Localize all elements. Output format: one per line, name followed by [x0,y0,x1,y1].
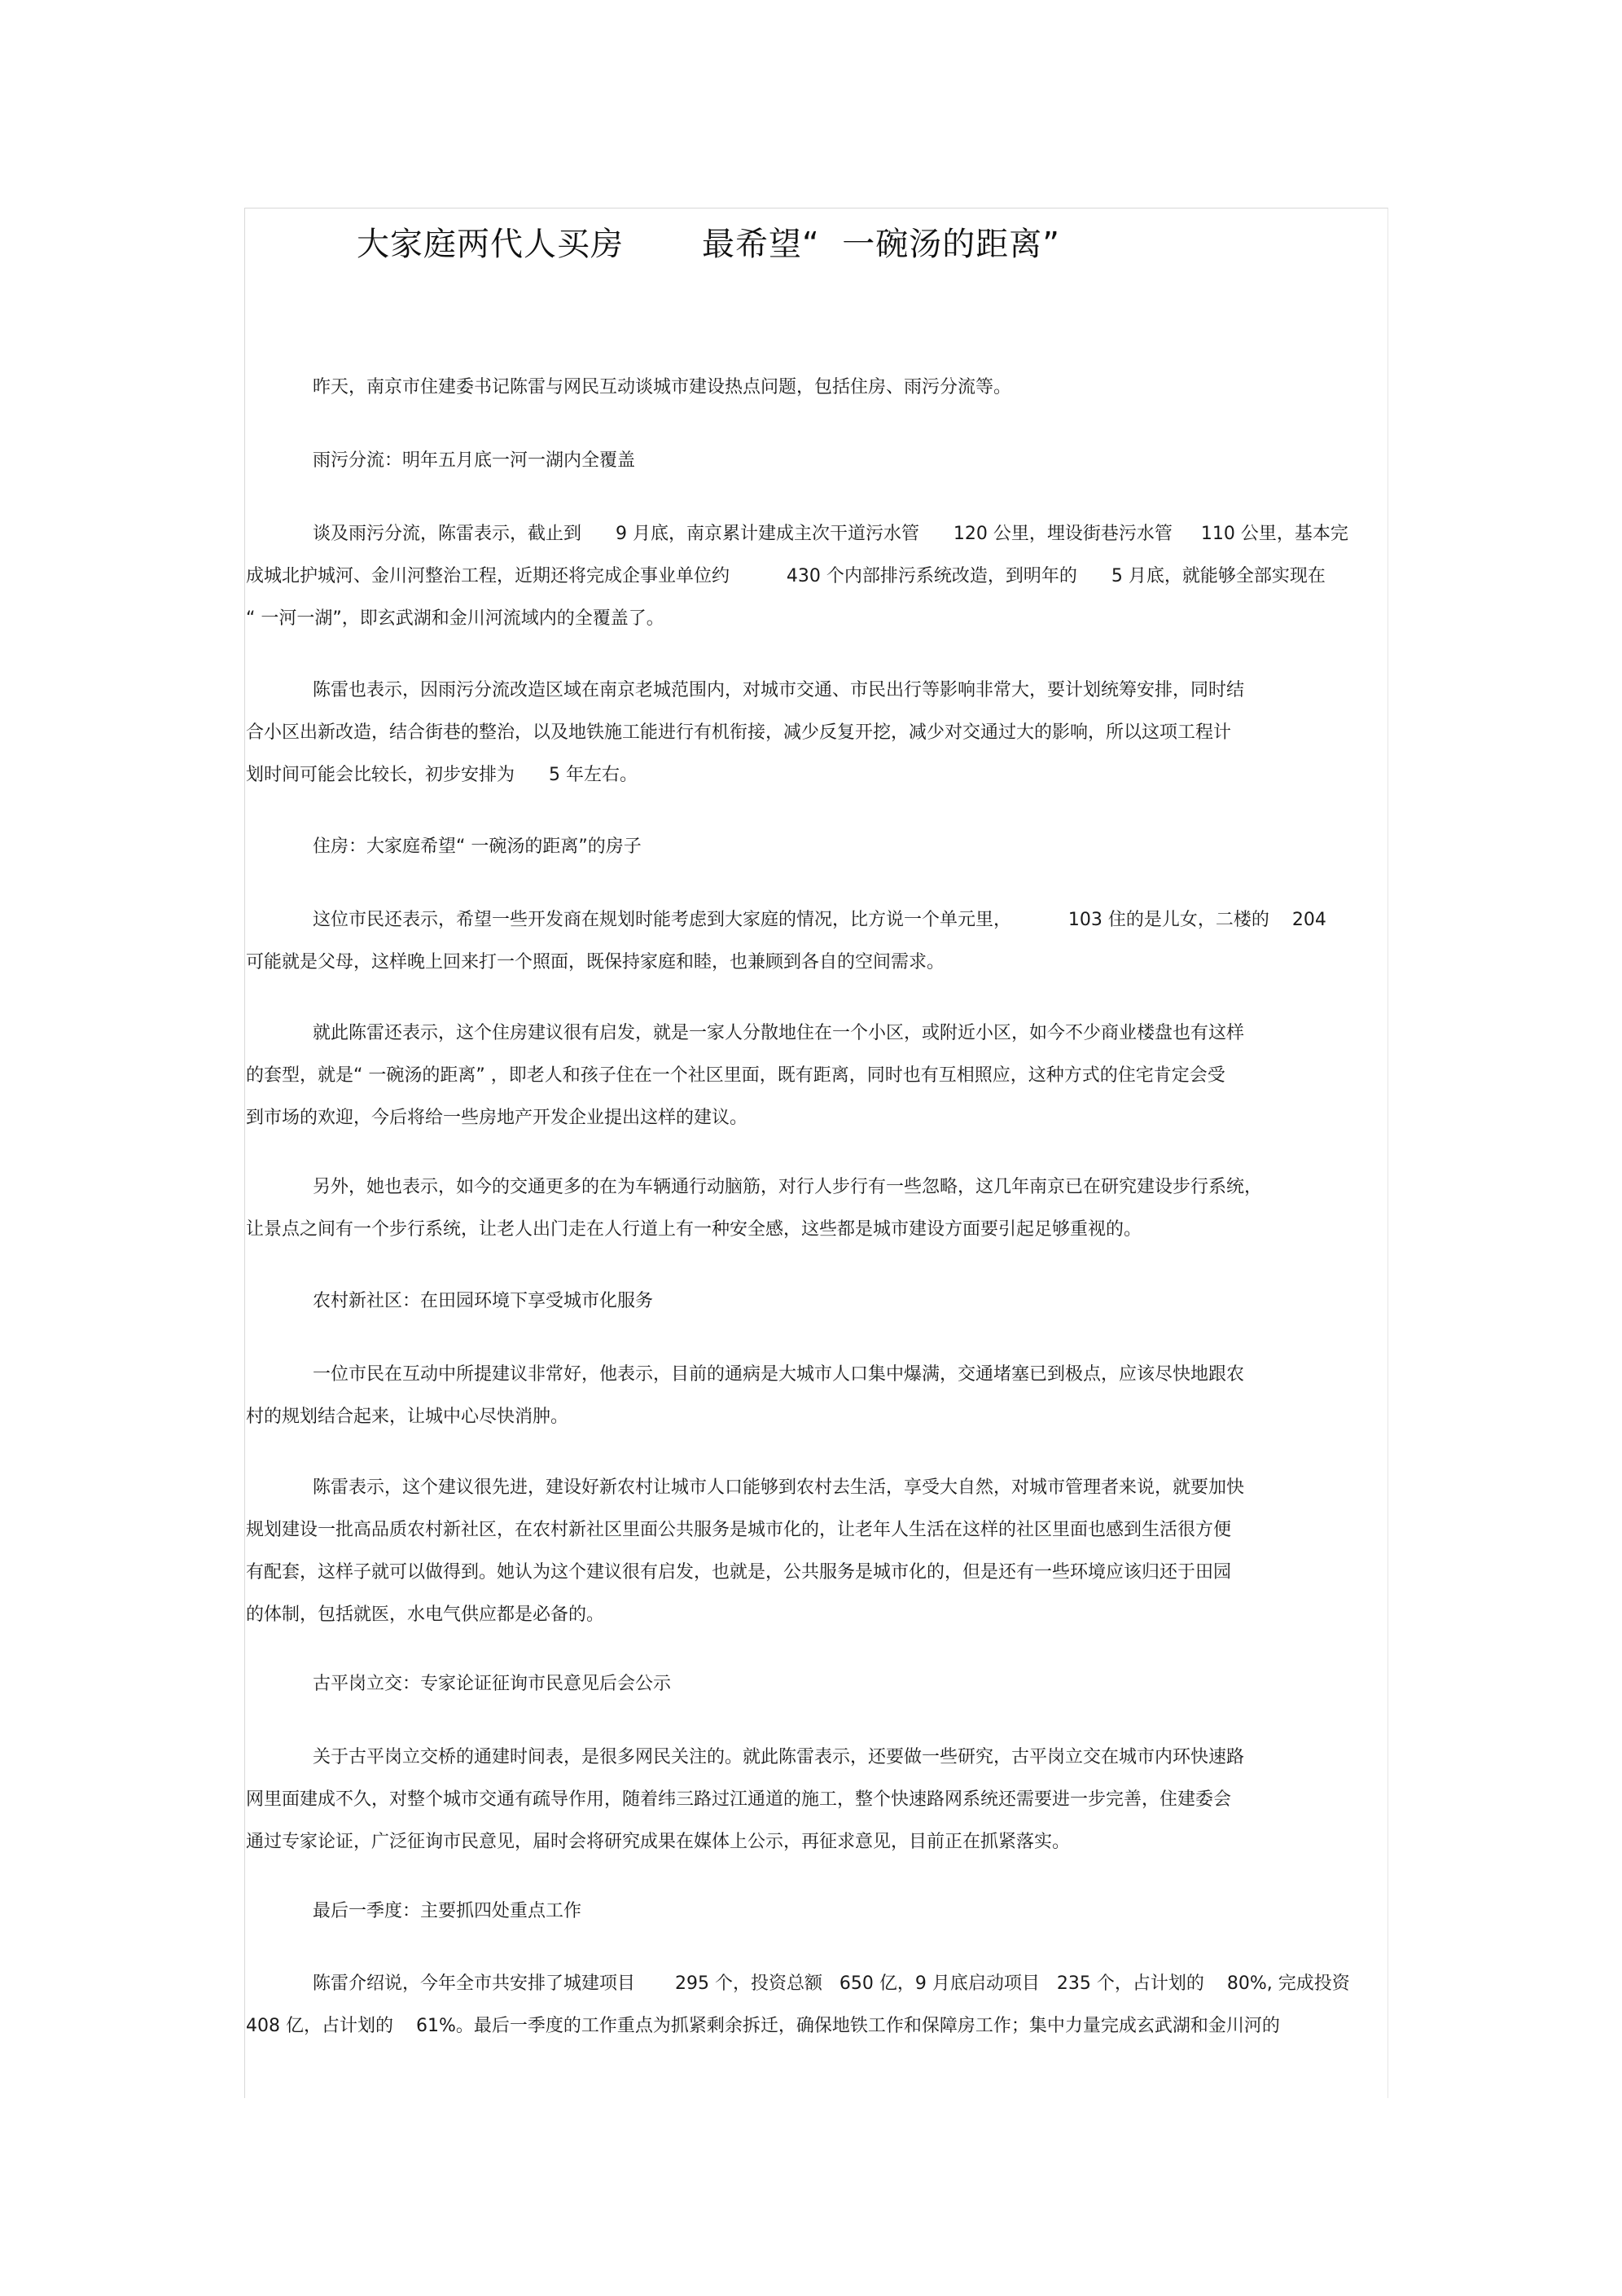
text-line: 有配套，这样子就可以做得到。她认为这个建议很有启发，也就是，公共服务是城市化的，但是还有一些环境应该归还于田园 [246,1562,1232,1583]
text-line: 规划建设一批高品质农村新社区，在农村新社区里面公共服务是城市化的，让老年人生活在这样的社区里面也感到生活很方便 [246,1520,1232,1540]
text-line: 最后一季度：主要抓四处重点工作 [313,1901,582,1921]
paragraph [246,1280,1386,1323]
text-line: 的体制，包括就医，水电气供应都是必备的。 [246,1605,605,1625]
text-line: 通过专家论证，广泛征询市民意见，届时会将研究成果在媒体上公示，再征求意见，目前正在抓紧落实。 [246,1832,1071,1852]
paragraph [246,1890,1386,1933]
paragraph [246,440,1386,482]
text-line: 划时间可能会比较长，初步安排为 5 年左右。 [246,765,638,785]
text-line: 陈雷表示，这个建议很先进，建设好新农村让城市人口能够到农村去生活，享受大自然，对城市管理者来说，就要加快 [313,1477,1245,1498]
text-line: 关于古平岗立交桥的通建时间表，是很多网民关注的。就此陈雷表示，还要做一些研究，古平岗立交在城市内环快速路 [313,1747,1245,1767]
text-line: 陈雷也表示，因雨污分流改造区域在南京老城范围内，对城市交通、市民出行等影响非常大，要计划统筹安排，同时结 [313,680,1245,700]
text-line: 可能就是父母，这样晚上回来打一个照面，既保持家庭和睦，也兼顾到各自的空间需求。 [246,952,945,972]
paragraph [246,826,1386,868]
text-line: 一位市民在互动中所提建议非常好，他表示，目前的通病是大城市人口集中爆满，交通堵塞已到极点，应该尽快地跟农 [313,1364,1245,1385]
text-line: 408 亿，占计划的 61%。最后一季度的工作重点为抓紧剩余拆迁，确保地铁工作和保障房工作；集中力量完成玄武湖和金川河的 [246,2016,1280,2036]
text-line: 成城北护城河、金川河整治工程，近期还将完成企事业单位约 430 个内部排污系统改造，到明年的 5 月底，就能够全部实现在 [246,566,1326,586]
paragraph [246,1166,1386,1251]
paragraph [246,1736,1386,1864]
paragraph [246,1663,1386,1706]
paragraph [246,1963,1386,2048]
paragraph [246,899,1386,984]
paragraph [246,367,1386,409]
paragraph [246,1012,1386,1139]
text-line: 谈及雨污分流，陈雷表示，截止到 9 月底，南京累计建成主次干道污水管 120 公里，埋设街巷污水管 110 公里，基本完 [313,524,1348,544]
paragraph [246,1467,1386,1636]
text-line: 让景点之间有一个步行系统，让老人出门走在人行道上有一种安全感，这些都是城市建设方面要引起足够重视的。 [246,1219,1142,1240]
text-line: 昨天，南京市住建委书记陈雷与网民互动谈城市建设热点问题，包括住房、雨污分流等。 [313,377,1012,397]
document-title: 大家庭两代人买房 最希望“ 一碗汤的距离” [357,226,1060,263]
text-line: 另外，她也表示，如今的交通更多的在为车辆通行动脑筋，对行人步行有一些忽略，这几年南京已在研究建设步行系统， [313,1177,1263,1197]
text-line: 合小区出新改造，结合街巷的整治，以及地铁施工能进行有机衔接，减少反复开挖，减少对交通过大的影响，所以这项工程计 [246,722,1232,743]
paragraph [246,669,1386,797]
text-line: 雨污分流：明年五月底一河一湖内全覆盖 [313,450,636,471]
paragraph [246,1354,1386,1438]
text-line: 古平岗立交：专家论证征询市民意见后会公示 [313,1674,672,1694]
text-line: 这位市民还表示，希望一些开发商在规划时能考虑到大家庭的情况，比方说一个单元里， 103 住的是儿女，二楼的 204 [313,910,1326,930]
text-line: 陈雷介绍说，今年全市共安排了城建项目 295 个，投资总额 650 亿，9 月底启动项目 235 个，占计划的 80%, 完成投资 [313,1973,1350,1994]
text-line: 网里面建成不久，对整个城市交通有疏导作用，随着纬三路过江通道的施工，整个快速路网系统还需要进一步完善，住建委会 [246,1789,1232,1810]
text-line: “ 一河一湖”，即玄武湖和金川河流域内的全覆盖了。 [246,608,664,629]
text-line: 的套型，就是“ 一碗汤的距离” ，即老人和孩子住在一个社区里面，既有距离，同时也有互相照应，这种方式的住宅肯定会受 [246,1065,1225,1086]
text-line: 就此陈雷还表示，这个住房建议很有启发，就是一家人分散地住在一个小区，或附近小区，如今不少商业楼盘也有这样 [313,1023,1245,1043]
text-line: 到市场的欢迎，今后将给一些房地产开发企业提出这样的建议。 [246,1108,748,1128]
text-line: 农村新社区：在田园环境下享受城市化服务 [313,1291,654,1311]
text-line: 住房：大家庭希望“ 一碗汤的距离”的房子 [313,836,642,857]
paragraph [246,513,1386,640]
text-line: 村的规划结合起来，让城中心尽快消肿。 [246,1407,569,1427]
